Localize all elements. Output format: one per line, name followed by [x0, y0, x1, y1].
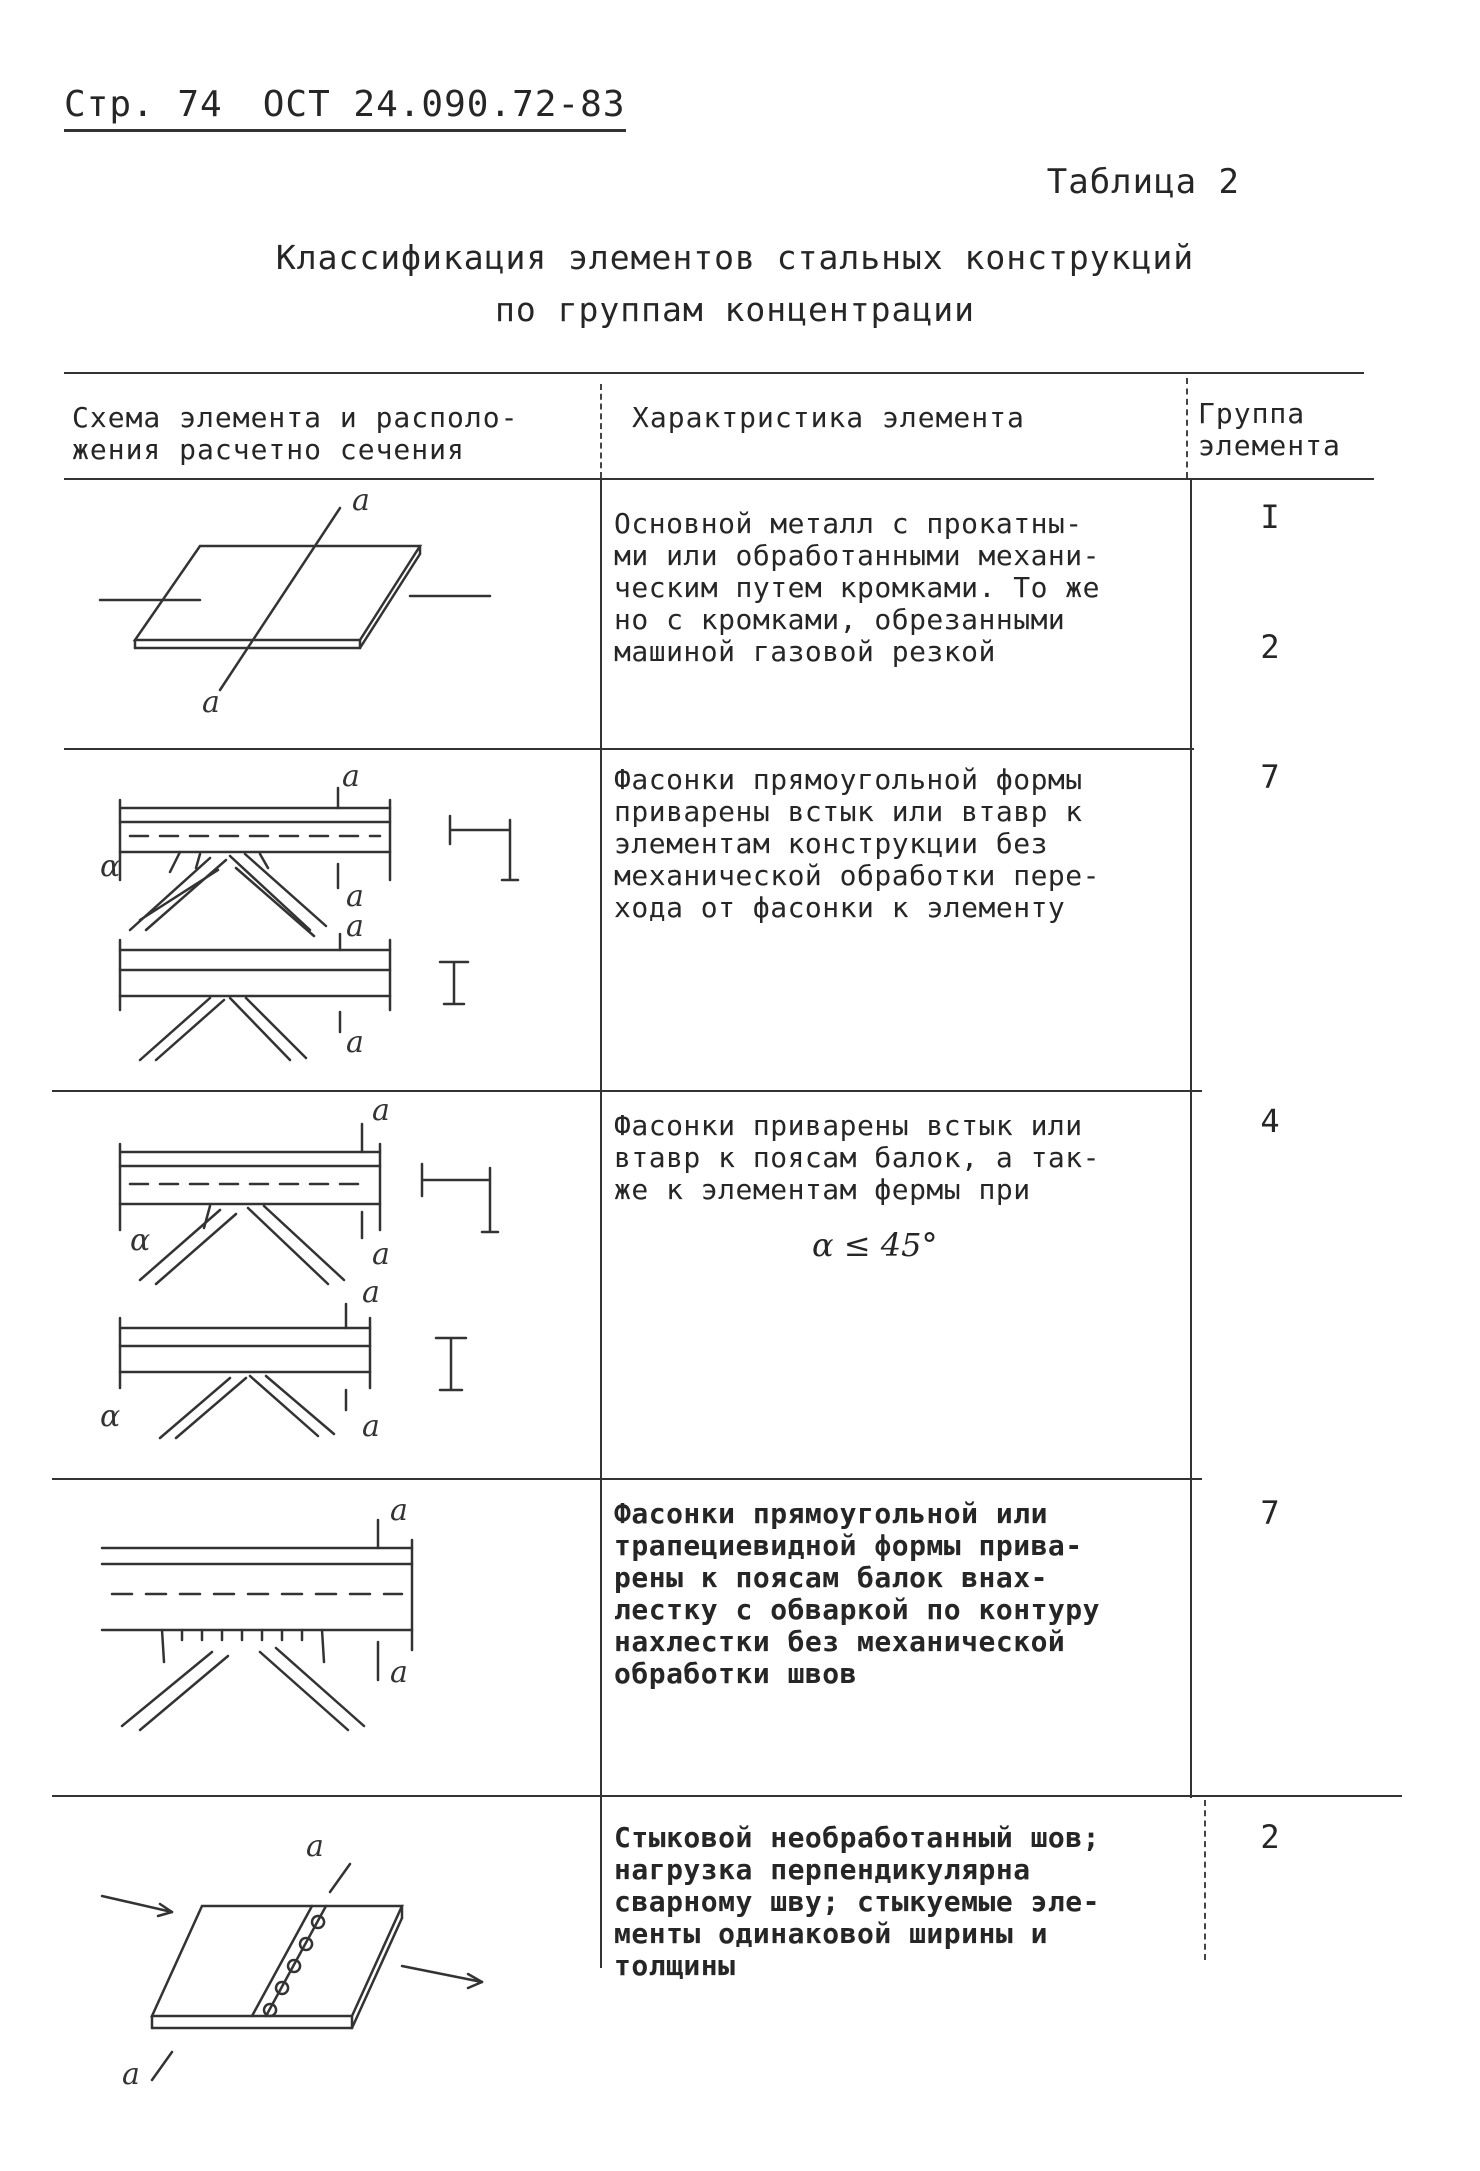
- sketch-base-metal-plate: [90, 483, 510, 720]
- angle-label: α: [130, 1223, 151, 1258]
- row-4-description: Фасонки прямоугольной или трапециевидной формы прива- рены к поясам балок внах- лестку с обваркой по контуру нахлестки без механической обработки швов: [614, 1497, 1101, 1690]
- angle-label: α: [100, 849, 121, 884]
- col-divider-2: [1190, 478, 1192, 1798]
- column-header-scheme: Схема элемента и располо- жения расчетно сечения: [72, 401, 519, 466]
- row-3-angle-condition: α ≤ 45°: [812, 1226, 938, 1264]
- table-label: Таблица 2: [1046, 162, 1240, 202]
- row-1-group: I: [1260, 498, 1280, 536]
- col-divider-1: [600, 478, 602, 1968]
- header-col-divider-1: [600, 384, 602, 478]
- section-label: a: [372, 1237, 390, 1272]
- row-divider-4: [52, 1795, 1402, 1797]
- header-bottom-rule: [64, 478, 1374, 480]
- sketch-gusset-lap-welded: [92, 1490, 492, 1760]
- section-label: a: [390, 1655, 408, 1690]
- row-5-group: 2: [1260, 1818, 1280, 1856]
- section-label: a: [390, 1493, 408, 1528]
- row-4-group: 7: [1260, 1494, 1280, 1532]
- section-label: a: [362, 1275, 380, 1310]
- sketch-gusset-to-flange: [100, 1093, 560, 1460]
- row-3-group: 4: [1260, 1102, 1280, 1140]
- title-line-2: по группам концентрации: [495, 290, 975, 329]
- section-label: a: [202, 685, 220, 720]
- table-top-rule: [64, 372, 1364, 374]
- row-1-group-alt: 2: [1260, 628, 1280, 666]
- section-label: a: [362, 1409, 380, 1444]
- row-divider-2: [52, 1090, 1202, 1092]
- page-number: Стр. 74: [64, 84, 223, 125]
- row-divider-3: [52, 1478, 1202, 1480]
- row-5-description: Стыковой необработанный шов; нагрузка перпендикулярна сварному шву; стыкуемые эле- менты одинаковой ширины и толщины: [614, 1821, 1101, 1982]
- column-header-group: Группа элемента: [1198, 397, 1341, 462]
- sketch-butt-weld: [92, 1816, 512, 2092]
- row-1-description: Основной металл с прокатны- ми или обработанными механи- ческим путем кромками. То же но с кромками, обрезанными машиной газовой резкой: [614, 507, 1101, 668]
- row-divider-1: [64, 748, 1194, 750]
- title-line-1: Классификация элементов стальных конструкций: [275, 238, 1195, 277]
- row-3-description: Фасонки приварены встык или втавр к поясам балок, а так- же к элементам фермы при: [614, 1109, 1101, 1206]
- section-label: a: [346, 879, 364, 914]
- section-label: a: [372, 1093, 390, 1128]
- row-2-description: Фасонки прямоугольной формы приварены встык или втавр к элементам конструкции без механической обработки пере- хода от фасонки к элементу: [614, 763, 1101, 924]
- standard-number: ОСТ 24.090.72-83: [262, 84, 626, 125]
- section-label: a: [122, 2057, 140, 2092]
- page-header: [64, 84, 626, 132]
- row-2-group: 7: [1260, 758, 1280, 796]
- col-divider-2-lower: [1204, 1800, 1206, 1960]
- header-col-divider-2: [1186, 378, 1188, 478]
- section-label: a: [352, 483, 370, 518]
- sketch-gusset-butt-welded: [100, 760, 560, 1080]
- section-label: a: [346, 909, 364, 944]
- section-label: a: [346, 1025, 364, 1060]
- column-header-characteristic: Характристика элемента: [632, 401, 1025, 434]
- table-title: [260, 232, 1210, 336]
- section-label: a: [306, 1829, 324, 1864]
- angle-label: α: [100, 1399, 121, 1434]
- section-label: a: [342, 759, 360, 794]
